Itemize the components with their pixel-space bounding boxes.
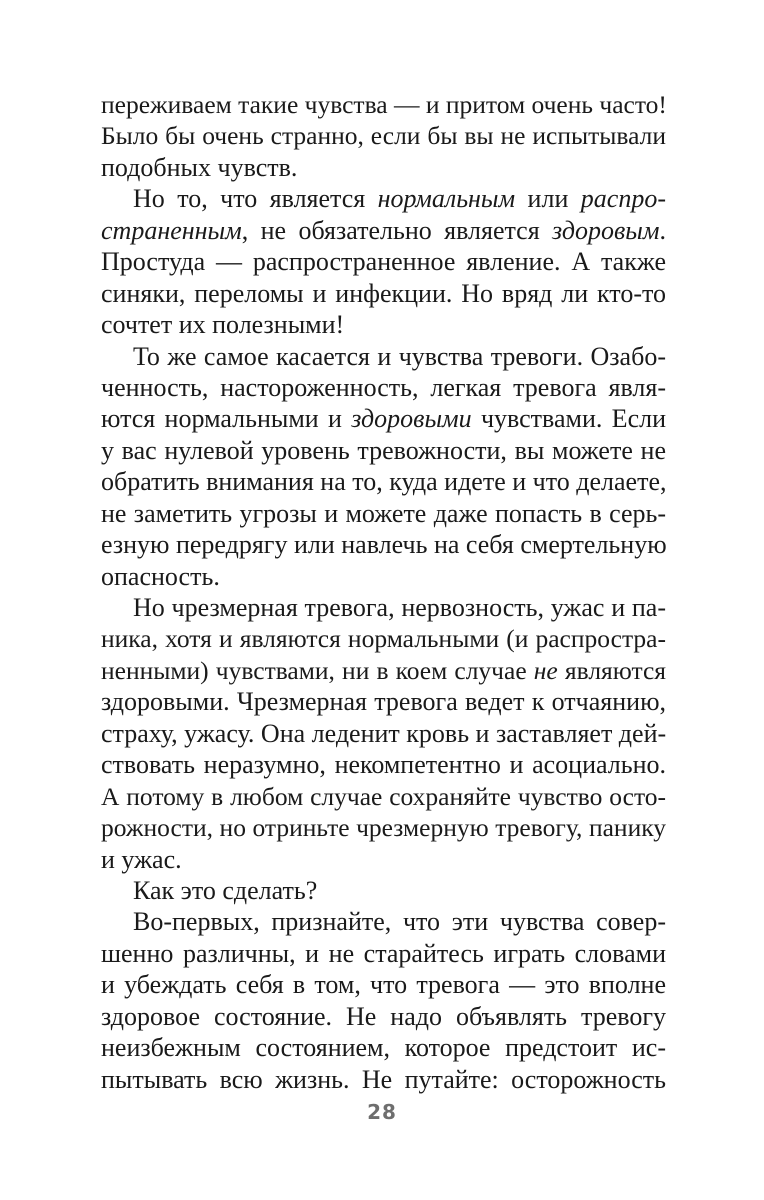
- text-line: [101, 1001, 666, 1032]
- text-segment: Было бы очень странно, если бы вы не испытывали: [101, 121, 666, 151]
- text-line: [101, 938, 666, 969]
- text-line: [101, 215, 666, 246]
- text-line: [101, 623, 666, 654]
- text-segment: Но чрезмерная тревога, нервозность, ужас и па-: [133, 593, 666, 622]
- text-line: [101, 749, 666, 780]
- text-segment: являются: [557, 655, 666, 685]
- italic-text-segment: здоровым: [552, 215, 660, 245]
- text-segment: Во-первых, признайте, что эти чувства совер-: [133, 907, 666, 937]
- italic-text-segment: распро-: [580, 184, 666, 214]
- text-segment: синяки, переломы и инфекции. Но вряд ли кто-то: [101, 278, 666, 308]
- text-line: [101, 906, 666, 937]
- text-line: [101, 812, 666, 843]
- text-line: [101, 183, 666, 214]
- text-segment: рожности, но отриньте чрезмерную тревогу, панику: [101, 813, 666, 843]
- text-segment: сочтет их полезными!: [101, 310, 345, 340]
- text-segment: ника, хотя и являются нормальными (и распростра-: [101, 624, 666, 654]
- text-line: [101, 875, 666, 906]
- text-line: [101, 372, 666, 403]
- italic-text-segment: страненным: [101, 215, 242, 245]
- text-line: [101, 844, 666, 875]
- text-line: [101, 120, 666, 151]
- text-segment: опасность.: [101, 561, 220, 591]
- text-line: [101, 278, 666, 309]
- text-segment: у вас нулевой уровень тревожности, вы можете не: [101, 435, 666, 465]
- text-segment: езную передрягу или навлечь на себя смертельную: [101, 530, 667, 560]
- text-segment: Простуда — распространенное явление. А также: [101, 247, 666, 277]
- text-line: [101, 498, 666, 529]
- text-segment: шенно различны, и не старайтесь играть словами: [101, 938, 666, 968]
- text-line: [101, 435, 666, 466]
- text-segment: , не обязательно является: [241, 215, 553, 245]
- text-line: [101, 655, 666, 686]
- text-segment: и убеждать себя в том, что тревога — это вполне: [101, 970, 666, 1000]
- text-segment: То же самое касается и чувства тревоги. Озабо-: [133, 341, 666, 371]
- text-segment: ются нормальными и: [101, 404, 352, 434]
- text-line: [101, 561, 666, 592]
- text-line: [101, 529, 666, 560]
- text-segment: Как это сделать?: [133, 875, 318, 905]
- text-line: [101, 592, 666, 623]
- text-line: [101, 466, 666, 497]
- text-line: [101, 89, 666, 120]
- text-segment: или: [515, 184, 581, 214]
- text-segment: подобных чувств.: [101, 152, 298, 182]
- text-line: [101, 1032, 666, 1063]
- text-segment: ненными) чувствами, ни в коем случае: [101, 655, 534, 685]
- text-segment: переживаем такие чувства — и притом очень часто!: [101, 90, 667, 119]
- text-segment: ствовать неразумно, некомпетентно и асоциально.: [101, 750, 666, 780]
- text-segment: Но то, что является: [133, 184, 378, 214]
- text-line: [101, 403, 666, 434]
- text-segment: не заметить угрозы и можете даже попасть в серь-: [101, 498, 666, 528]
- page-number: 28: [367, 1100, 397, 1124]
- italic-text-segment: не: [533, 655, 558, 685]
- text-segment: чувствами. Если: [471, 404, 666, 434]
- text-line: [101, 686, 666, 717]
- text-segment: и ужас.: [101, 844, 182, 874]
- text-segment: здоровыми. Чрезмерная тревога ведет к отчаянию,: [101, 687, 666, 717]
- text-line: [101, 246, 666, 277]
- text-line: [101, 309, 666, 340]
- text-segment: страху, ужасу. Она леденит кровь и заставляет дей-: [101, 718, 667, 748]
- text-segment: ченность, настороженность, легкая тревога явля-: [101, 372, 666, 402]
- text-segment: обратить внимания на то, куда идете и что делаете,: [101, 467, 667, 497]
- text-segment: пытывать всю жизнь. Не путайте: осторожность: [101, 1064, 666, 1094]
- body-text: [101, 89, 666, 1095]
- text-line: [101, 781, 666, 812]
- italic-text-segment: здоровыми: [351, 404, 472, 434]
- text-line: [101, 1064, 666, 1095]
- text-segment: А потому в любом случае сохраняйте чувство осто-: [101, 781, 666, 811]
- text-line: [101, 341, 666, 372]
- text-line: [101, 152, 666, 183]
- italic-text-segment: нормальным: [377, 184, 516, 214]
- text-segment: .: [659, 215, 666, 245]
- text-segment: неизбежным состоянием, которое предстоит ис-: [101, 1033, 666, 1063]
- text-line: [101, 969, 666, 1000]
- text-line: [101, 718, 666, 749]
- text-segment: здоровое состояние. Не надо объявлять тревогу: [101, 1001, 666, 1031]
